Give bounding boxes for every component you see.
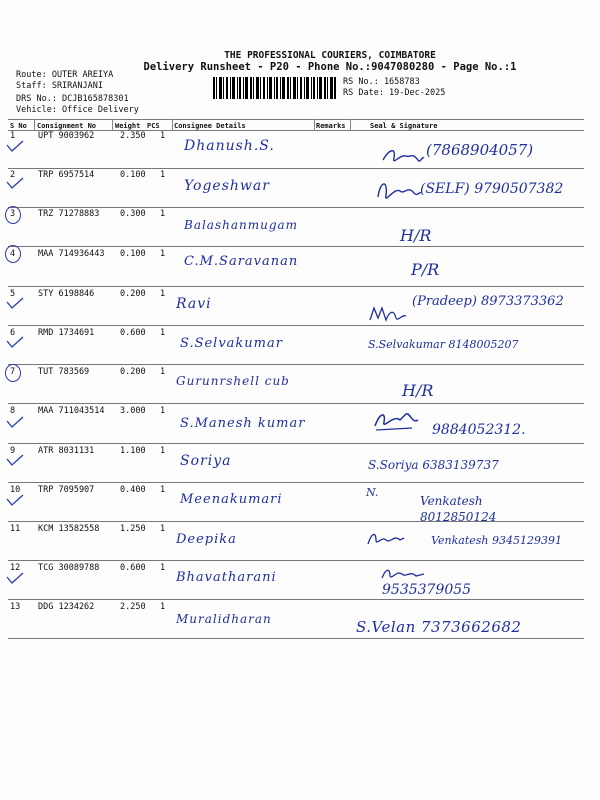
row-sno: 10 (10, 485, 21, 495)
rs-date: RS Date: 19-Dec-2025 (343, 87, 446, 98)
row-sno: 4 (10, 249, 16, 259)
col-divider (314, 119, 315, 131)
row-consignment: STY 6198846 (38, 289, 95, 299)
row-sno: 11 (10, 524, 21, 534)
row-consignee: Deepika (176, 532, 237, 547)
header-consignee: Consignee Details (174, 122, 246, 130)
row-signature: Venkatesh 8012850124 (420, 494, 497, 524)
tick-mark-icon (6, 416, 24, 428)
route-label: Route: OUTER AREIYA (16, 70, 114, 80)
vehicle-label: Vehicle: Office Delivery (16, 104, 139, 115)
row-consignment: MAA 714936443 (38, 249, 105, 259)
row-divider (8, 403, 584, 404)
row-weight: 1.100 (120, 446, 146, 456)
tick-mark-icon (6, 336, 24, 348)
row-consignee: Gurunrshell cub (176, 374, 290, 388)
header-consignment: Consignment No (37, 122, 97, 130)
row-weight: 0.200 (120, 289, 146, 299)
signature-scribble (372, 408, 422, 434)
header-signature: Seal & Signature (370, 122, 438, 130)
tick-mark-icon (6, 454, 24, 466)
row-consignee: Dhanush.S. (184, 138, 275, 154)
row-weight: 3.000 (120, 406, 146, 416)
row-consignment: KCM 13582558 (38, 524, 100, 534)
row-consignment: ATR 8031131 (38, 446, 95, 456)
row-pcs: 1 (160, 249, 166, 259)
row-signature: S.Selvakumar 8148005207 (368, 338, 519, 351)
col-divider (34, 119, 35, 131)
row-sno: 1 (10, 131, 16, 141)
row-signature: S.Velan 7373662682 (356, 618, 522, 636)
tick-mark-icon (6, 177, 24, 189)
header-sno: S No (10, 122, 27, 130)
row-weight: 0.100 (120, 249, 146, 259)
header-weight: Weight (115, 122, 141, 130)
col-divider (112, 119, 113, 131)
row-signature: S.Soriya 6383139737 (368, 458, 499, 472)
row-consignment: TUT 783569 (38, 367, 90, 377)
row-consignment: TRZ 71278883 (38, 209, 100, 219)
row-sno: 3 (10, 209, 16, 219)
tick-mark-icon (6, 572, 24, 584)
row-sno: 12 (10, 563, 21, 573)
company-title: THE PROFESSIONAL COURIERS, COIMBATORE (224, 50, 436, 61)
row-divider (8, 364, 584, 365)
row-weight: 2.350 (120, 131, 146, 141)
row-pcs: 1 (160, 524, 166, 534)
row-divider (8, 560, 584, 561)
row-consignee: S.Selvakumar (180, 336, 283, 351)
circle-mark-icon (5, 206, 21, 224)
row-consignment: UPT 9003962 (38, 131, 95, 141)
row-consignment: TRP 6957514 (38, 170, 95, 180)
row-pcs: 1 (160, 367, 166, 377)
row-signature: H/R (400, 226, 432, 245)
row-signature: (Pradeep) 8973373362 (412, 294, 564, 309)
row-consignment: TRP 7095907 (38, 485, 95, 495)
row-signature: (SELF) 9790507382 (420, 181, 564, 197)
row-sno: 5 (10, 289, 16, 299)
row-signature: 9535379055 (382, 582, 472, 598)
table-top-border (8, 119, 584, 120)
row-divider (8, 286, 584, 287)
row-consignee: Balashanmugam (184, 218, 299, 232)
row-divider (8, 325, 584, 326)
drs-label: DRS No.: DCJB165878301 (16, 94, 129, 104)
row-consignee: S.Manesh kumar (180, 416, 306, 431)
row-weight: 0.600 (120, 328, 146, 338)
row-sno: 13 (10, 602, 21, 612)
signature-scribble (368, 304, 408, 324)
circle-mark-icon (5, 245, 21, 263)
row-consignee: Ravi (176, 296, 212, 312)
row-weight: 0.200 (120, 367, 146, 377)
tick-mark-icon (6, 494, 24, 506)
row-divider (8, 207, 584, 208)
row-pcs: 1 (160, 328, 166, 338)
row-weight: 0.300 (120, 209, 146, 219)
row-pcs: 1 (160, 446, 166, 456)
row-consignee: Yogeshwar (184, 178, 270, 194)
signature-scribble (380, 146, 425, 170)
row-signature: Venkatesh 9345129391 (431, 534, 562, 547)
row-weight: 1.250 (120, 524, 146, 534)
row-signature: P/R (411, 260, 440, 279)
row-sno: 8 (10, 406, 16, 416)
row-pcs: 1 (160, 170, 166, 180)
row-consignee: C.M.Saravanan (184, 254, 299, 269)
circle-mark-icon (5, 364, 21, 382)
tick-mark-icon (6, 140, 24, 152)
barcode (213, 77, 336, 99)
row-consignment: RMD 1734691 (38, 328, 95, 338)
row-weight: 2.250 (120, 602, 146, 612)
row-consignee: Muralidharan (176, 612, 272, 626)
row-divider (8, 638, 584, 639)
row-sno: 7 (10, 367, 16, 377)
row-divider (8, 443, 584, 444)
row-pcs: 1 (160, 563, 166, 573)
row-sno: 6 (10, 328, 16, 338)
row-consignment: DDG 1234262 (38, 602, 95, 612)
row-pcs: 1 (160, 406, 166, 416)
header-pcs: PCS (147, 122, 160, 130)
signature-initials: N. (366, 486, 379, 499)
row-signature: 9884052312. (432, 422, 526, 438)
row-weight: 0.600 (120, 563, 146, 573)
row-weight: 0.100 (120, 170, 146, 180)
row-pcs: 1 (160, 131, 166, 141)
staff-label: Staff: SRIRANJANI (16, 80, 103, 91)
row-pcs: 1 (160, 289, 166, 299)
table-header-border (8, 130, 584, 131)
row-pcs: 1 (160, 602, 166, 612)
row-consignee: Bhavatharani (176, 570, 277, 585)
row-divider (8, 168, 584, 169)
row-signature: (7868904057) (426, 141, 534, 159)
header-remarks: Remarks (316, 122, 346, 130)
row-signature: H/R (402, 381, 434, 400)
row-sno: 2 (10, 170, 16, 180)
row-sno: 9 (10, 446, 16, 456)
col-divider (350, 119, 351, 131)
route-info (16, 70, 139, 115)
rs-number: RS No.: 1658783 (343, 77, 420, 87)
row-divider (8, 599, 584, 600)
row-pcs: 1 (160, 209, 166, 219)
row-consignee: Soriya (180, 453, 232, 469)
rs-info (343, 77, 445, 98)
row-consignment: MAA 711043514 (38, 406, 105, 416)
runsheet-subtitle: Delivery Runsheet - P20 - Phone No.:9047080280 - Page No.:1 (143, 61, 517, 73)
tick-mark-icon (6, 297, 24, 309)
row-consignment: TCG 30089788 (38, 563, 100, 573)
signature-scribble (374, 177, 422, 207)
row-divider (8, 246, 584, 247)
signature-scribble (380, 566, 426, 582)
row-consignee: Meenakumari (180, 492, 283, 507)
col-divider (172, 119, 173, 131)
row-divider (8, 482, 584, 483)
row-weight: 0.400 (120, 485, 146, 495)
row-pcs: 1 (160, 485, 166, 495)
